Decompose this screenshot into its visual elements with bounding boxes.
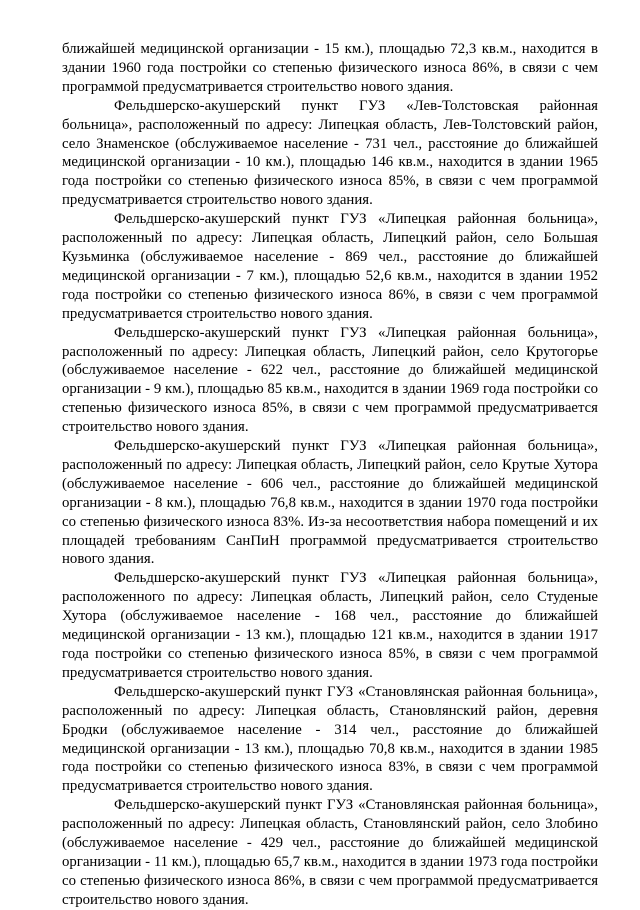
paragraph-lipetsk-studenye-khutora: Фельдшерско-акушерский пункт ГУЗ «Липецкая районная больница», расположенного по адресу: Липецкая область, Липецкий район, село Студеные Хутора (обслуживаемое население - 168 чел., расстояние до ближайшей медицинской организации - 13 км.), площадью 121 кв.м., находится в здании 1917 года постройки со степенью физического износа 85%, в связи с чем программой предусматривается строительство нового здания.: [62, 570, 598, 681]
paragraph-continuation: ближайшей медицинской организации - 15 км.), площадью 72,3 кв.м., находится в здании 1960 года постройки со степенью физического износа 86%, в связи с чем программой предусматривается строительство нового здания.: [62, 41, 598, 95]
paragraph-lev-tolstovsky-znamenskoe: Фельдшерско-акушерский пункт ГУЗ «Лев-Толстовская районная больница», расположенный по адресу: Липецкая область, Лев-Толстовский район, село Знаменское (обслуживаемое население - 731 чел., расстояние до ближайшей медицинской организации - 10 км.), площадью 146 кв.м., находится в здании 1965 года постройки со степенью физического износа 85%, в связи с чем программой предусматривается строительство нового здания.: [62, 97, 598, 209]
paragraph-lipetsk-bolshaya-kuzminka: Фельдшерско-акушерский пункт ГУЗ «Липецкая районная больница», расположенный по адресу: Липецкая область, Липецкий район, село Большая Кузьминка (обслуживаемое население - 869 чел., расстояние до ближайшей медицинской организации - 7 км.), площадью 52,6 кв.м., находится в здании 1952 года постройки со степенью физического износа 86%, в связи с чем программой предусматривается строительство нового здания.: [62, 211, 598, 322]
document-body: [62, 40, 598, 910]
paragraph-lipetsk-krutogorye: Фельдшерско-акушерский пункт ГУЗ «Липецкая районная больница», расположенный по адресу: Липецкая область, Липецкий район, село Крутогорье (обслуживаемое население - 622 чел., расстояние до ближайшей медицинской организации - 9 км.), площадью 85 кв.м., находится в здании 1969 года постройки со степенью физического износа 85%, в связи с чем программой предусматривается строительство нового здания.: [62, 324, 598, 436]
paragraph-lipetsk-krutye-khutora: Фельдшерско-акушерский пункт ГУЗ «Липецкая районная больница», расположенный по адресу: Липецкая область, Липецкий район, село Крутые Хутора (обслуживаемое население - 606 чел., расстояние до ближайшей медицинской организации - 8 км.), площадью 76,8 кв.м., находится в здании 1970 года постройки со степенью физического износа 83%. Из-за несоответствия набора помещений и их площадей требованиям СанПиН программой предусматривается строительство нового здания.: [62, 438, 598, 568]
paragraph-stanovlyansky-zlobino: Фельдшерско-акушерский пункт ГУЗ «Становлянская районная больница», расположенный по адресу: Липецкая область, Становлянский район, село Злобино (обслуживаемое население - 429 чел., расстояние до ближайшей медицинской организации - 11 км.), площадью 65,7 кв.м., находится в здании 1973 года постройки со степенью физического износа 86%, в связи с чем программой предусматривается строительство нового здания.: [62, 797, 598, 908]
paragraph-stanovlyansky-brodki: Фельдшерско-акушерский пункт ГУЗ «Становлянская районная больница», расположенный по адресу: Липецкая область, Становлянский район, деревня Бродки (обслуживаемое население - 314 чел., расстояние до ближайшей медицинской организации - 13 км.), площадью 70,8 кв.м., находится в здании 1985 года постройки со степенью физического износа 83%, в связи с чем программой предусматривается строительство нового здания.: [62, 683, 598, 795]
